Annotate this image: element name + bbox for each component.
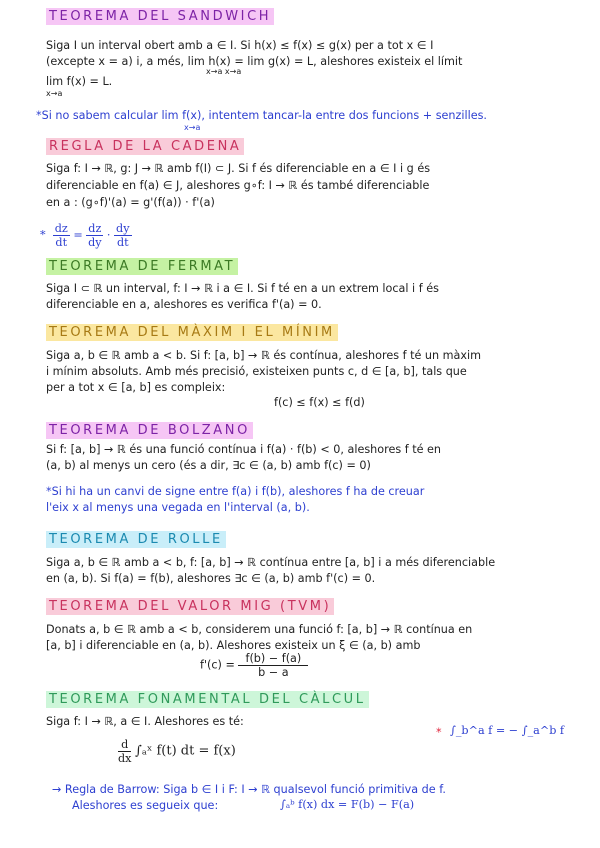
title-tvm: TEOREMA DEL VALOR MIG (TVM) [46,598,334,615]
sandwich-line-2: (excepte x = a) i, a més, lim h(x) = lim g(x) = L, aleshores existeix el límit [46,55,463,68]
bolzano-line-2: (a, b) al menys un cero (és a dir, ∃c ∈ (a, b) amb f(c) = 0) [46,459,371,472]
sandwich-line-3-sub: x→a [46,89,63,98]
title-bolzano: TEOREMA DE BOLZANO [46,422,253,439]
maxmin-line-1: Siga a, b ∈ ℝ amb a < b. Si f: [a, b] → ℝ és contínua, aleshores f té un màxim [46,349,482,362]
frac-dy-dt: $\frac{dy}{dt}$ [116,222,130,249]
sandwich-note: *Si no sabem calcular lim f(x), intentem tancar-la entre dos funcions + senzilles. [36,109,487,122]
fonamental-side-note: ∫_b^a f = − ∫_a^b f [450,724,565,737]
cadena-line-3: en a : (g∘f)'(a) = g'(f(a)) · f'(a) [46,196,215,209]
title-maxmin: TEOREMA DEL MÀXIM I EL MÍNIM [46,324,338,341]
cadena-line-1: Siga f: I → ℝ, g: J → ℝ amb f(I) ⊂ J. Si f és diferenciable en a ∈ I i g és [46,162,431,175]
deriv-d-dx: $\frac{d}{dx}$ [118,738,132,765]
frac-dz-dy: $\frac{dz}{dy}$ [88,222,102,249]
rolle-line-2: en (a, b). Si f(a) = f(b), aleshores ∃c ∈ (a, b) amb f'(c) = 0. [46,572,376,585]
fonamental-star: * [436,726,442,739]
cadena-leibniz: * $\frac{dz}{dt}$ = $\frac{dz}{dy}$ · $\frac{dy}{dt}$ [40,222,130,249]
rolle-line-1: Siga a, b ∈ ℝ amb a < b, f: [a, b] → ℝ contínua entre [a, b] i a més diferenciable [46,556,496,569]
maxmin-line-2: i mínim absoluts. Amb més precisió, existeixen punts c, d ∈ [a, b], tals que [46,365,467,378]
fermat-line-2: diferenciable en a, aleshores es verifica f'(a) = 0. [46,298,322,311]
title-sandwich: TEOREMA DEL SANDWICH [46,8,274,25]
barrow-line-2: Aleshores es segueix que: [72,799,219,812]
bolzano-note-1: *Si hi ha un canvi de signe entre f(a) i f(b), aleshores f ha de creuar [46,485,425,498]
sandwich-line-2-sub: x→a x→a [206,67,242,76]
title-rolle: TEOREMA DE ROLLE [46,531,226,548]
tvm-line-1: Donats a, b ∈ ℝ amb a < b, considerem una funció f: [a, b] → ℝ contínua en [46,623,473,636]
cadena-star: * [40,228,46,242]
bolzano-note-2: l'eix x al menys una vegada en l'interval (a, b). [46,501,310,514]
frac-dz-dt: $\frac{dz}{dt}$ [54,222,68,249]
maxmin-formula: f(c) ≤ f(x) ≤ f(d) [274,396,365,409]
barrow-line-1: → Regla de Barrow: Siga b ∈ I i F: I → ℝ qualsevol funció primitiva de f. [52,783,446,796]
fonamental-formula: $\frac{d}{dx}$ ∫ₐˣ f(t) dt = f(x) [118,738,236,765]
cadena-line-2: diferenciable en f(a) ∈ J, aleshores g∘f: I → ℝ és també diferenciable [46,179,430,192]
tvm-fraction: $\frac{f(b) - f(a)}{b - a}$ [238,652,308,679]
barrow-formula: ∫ₐᵇ f(x) dx = F(b) − F(a) [280,798,415,811]
title-fermat: TEOREMA DE FERMAT [46,258,238,275]
title-fonamental: TEOREMA FONAMENTAL DEL CÀLCUL [46,691,369,708]
title-cadena: REGLA DE LA CADENA [46,138,244,155]
maxmin-line-3: per a tot x ∈ [a, b] es compleix: [46,381,226,394]
sandwich-note-sub: x→a [184,123,201,132]
tvm-formula: f'(c) = $\frac{f(b) - f(a)}{b - a}$ [200,652,308,679]
bolzano-line-1: Si f: [a, b] → ℝ és una funció contínua i f(a) · f(b) < 0, aleshores f té en [46,443,442,456]
sandwich-line-3: lim f(x) = L. [46,75,113,88]
fonamental-line-1: Siga f: I → ℝ, a ∈ I. Aleshores es té: [46,715,244,728]
fermat-line-1: Siga I ⊂ ℝ un interval, f: I → ℝ i a ∈ I. Si f té en a un extrem local i f és [46,282,439,295]
tvm-line-2: [a, b] i diferenciable en (a, b). Aleshores existeix un ξ ∈ (a, b) amb [46,639,421,652]
sandwich-line-1: Siga I un interval obert amb a ∈ I. Si h(x) ≤ f(x) ≤ g(x) per a tot x ∈ I [46,39,434,52]
